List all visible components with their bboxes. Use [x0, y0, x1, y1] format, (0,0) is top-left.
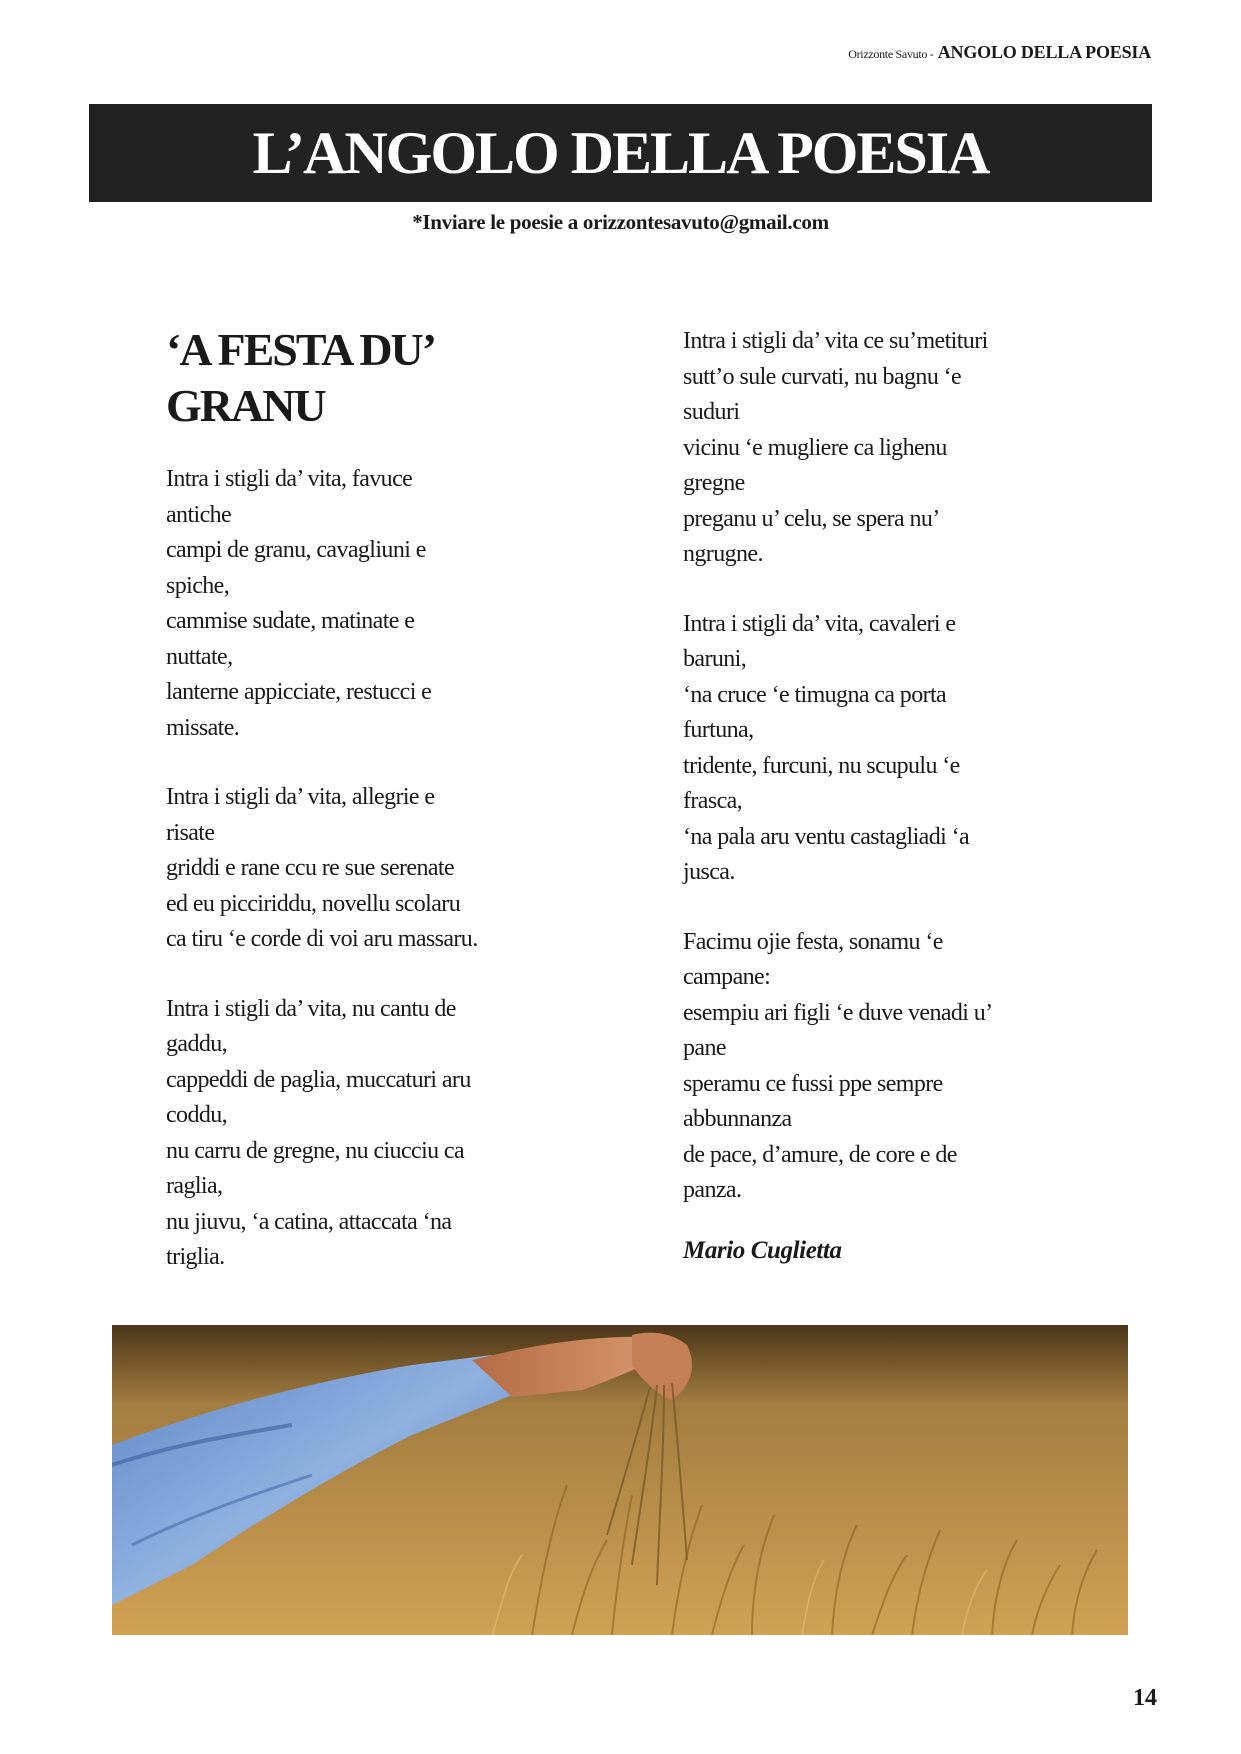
- wheat-field-illustration: [112, 1325, 1128, 1635]
- poem-stanza: [166, 462, 546, 746]
- poem-line: raglia,: [166, 1173, 223, 1199]
- banner-title: L’ANGOLO DELLA POESIA: [252, 119, 989, 186]
- poem-line: Facimu ojie festa, sonamu ‘e: [683, 928, 943, 955]
- poem-column-right: [683, 324, 1063, 1265]
- poem-line: campane:: [683, 964, 771, 990]
- poem-line: nu jiuvu, ‘a catina, attaccata ‘na: [166, 1208, 452, 1235]
- poem-line: Intra i stigli da’ vita, favuce: [166, 466, 413, 492]
- running-header: [848, 42, 1151, 63]
- poem-line: Intra i stigli da’ vita, allegrie e: [166, 784, 435, 810]
- poem-line: Intra i stigli da’ vita ce su’metituri: [683, 328, 988, 354]
- poem-stanza: [683, 607, 1063, 891]
- poem-stanza: [166, 992, 546, 1276]
- poem-stanza: [683, 324, 1063, 573]
- poem-line: suduri: [683, 399, 740, 425]
- poem-stanza: [683, 925, 1063, 1209]
- poem-line: griddi e rane ccu re sue serenate: [166, 855, 455, 881]
- right-stanzas: [683, 324, 1063, 1209]
- poem-title: ‘A FESTA DU’ GRANU: [166, 324, 432, 431]
- poem-line: gregne: [683, 470, 745, 496]
- poem-line: speramu ce fussi ppe sempre: [683, 1070, 943, 1097]
- poem-line: esempiu ari figli ‘e duve venadi u’: [683, 999, 993, 1026]
- poem-line: cammise sudate, matinate e: [166, 608, 415, 634]
- poem-line: antiche: [166, 501, 232, 528]
- poem-line: Intra i stigli da’ vita, nu cantu de: [166, 995, 456, 1022]
- page-number: 14: [1133, 1685, 1157, 1711]
- poem-line: abbunnanza: [683, 1106, 792, 1132]
- poem-stanza: [166, 780, 546, 958]
- poem-line: lanterne appicciate, restucci e: [166, 679, 432, 705]
- poem-line: panza.: [683, 1177, 742, 1203]
- poem-line: cappeddi de paglia, muccaturi aru: [166, 1066, 471, 1093]
- poem-line: gaddu,: [166, 1031, 228, 1057]
- poem-line: missate.: [166, 714, 240, 741]
- poem-line: jusca.: [683, 859, 735, 885]
- poem-line: furtuna,: [683, 717, 754, 743]
- poem-line: risate: [166, 819, 215, 846]
- poem-line: ‘na pala aru ventu castagliadi ‘a: [683, 823, 970, 850]
- section-banner: [89, 104, 1152, 202]
- poem-line: nu carru de gregne, nu ciucciu ca: [166, 1137, 465, 1164]
- poem-author: Mario Cuglietta: [683, 1236, 842, 1264]
- poem-line: sutt’o sule curvati, nu bagnu ‘e: [683, 363, 962, 390]
- submission-note: *Inviare le poesie a orizzontesavuto@gmail.com: [412, 210, 829, 234]
- poem-line: spiche,: [166, 572, 230, 599]
- poem-column-left: [166, 322, 546, 1310]
- poem-line: coddu,: [166, 1102, 228, 1128]
- wheat-field-photo: [112, 1325, 1128, 1635]
- poem-line: tridente, furcuni, nu scupulu ‘e: [683, 752, 960, 779]
- poem-line: pane: [683, 1035, 726, 1061]
- poem-line: de pace, d’amure, de core e de: [683, 1141, 957, 1168]
- poem-line: triglia.: [166, 1244, 225, 1270]
- poem-line: ca tiru ‘e corde di voi aru massaru.: [166, 926, 478, 952]
- poem-line: Intra i stigli da’ vita, cavaleri e: [683, 610, 956, 637]
- poem-line: baruni,: [683, 646, 747, 672]
- left-stanzas: [166, 462, 546, 1276]
- running-header-section: ANGOLO DELLA POESIA: [937, 42, 1151, 62]
- poem-line: preganu u’ celu, se spera nu’: [683, 505, 940, 532]
- poem-line: ed eu picciriddu, novellu scolaru: [166, 890, 461, 917]
- poem-line: nuttate,: [166, 643, 233, 670]
- poem-line: ‘na cruce ‘e timugna ca porta: [683, 681, 947, 708]
- poem-line: ngrugne.: [683, 541, 763, 567]
- running-header-publication: Orizzonte Savuto -: [848, 47, 934, 61]
- poem-line: frasca,: [683, 788, 743, 814]
- poem-line: vicinu ‘e mugliere ca lighenu: [683, 434, 947, 461]
- poem-line: campi de granu, cavagliuni e: [166, 537, 426, 563]
